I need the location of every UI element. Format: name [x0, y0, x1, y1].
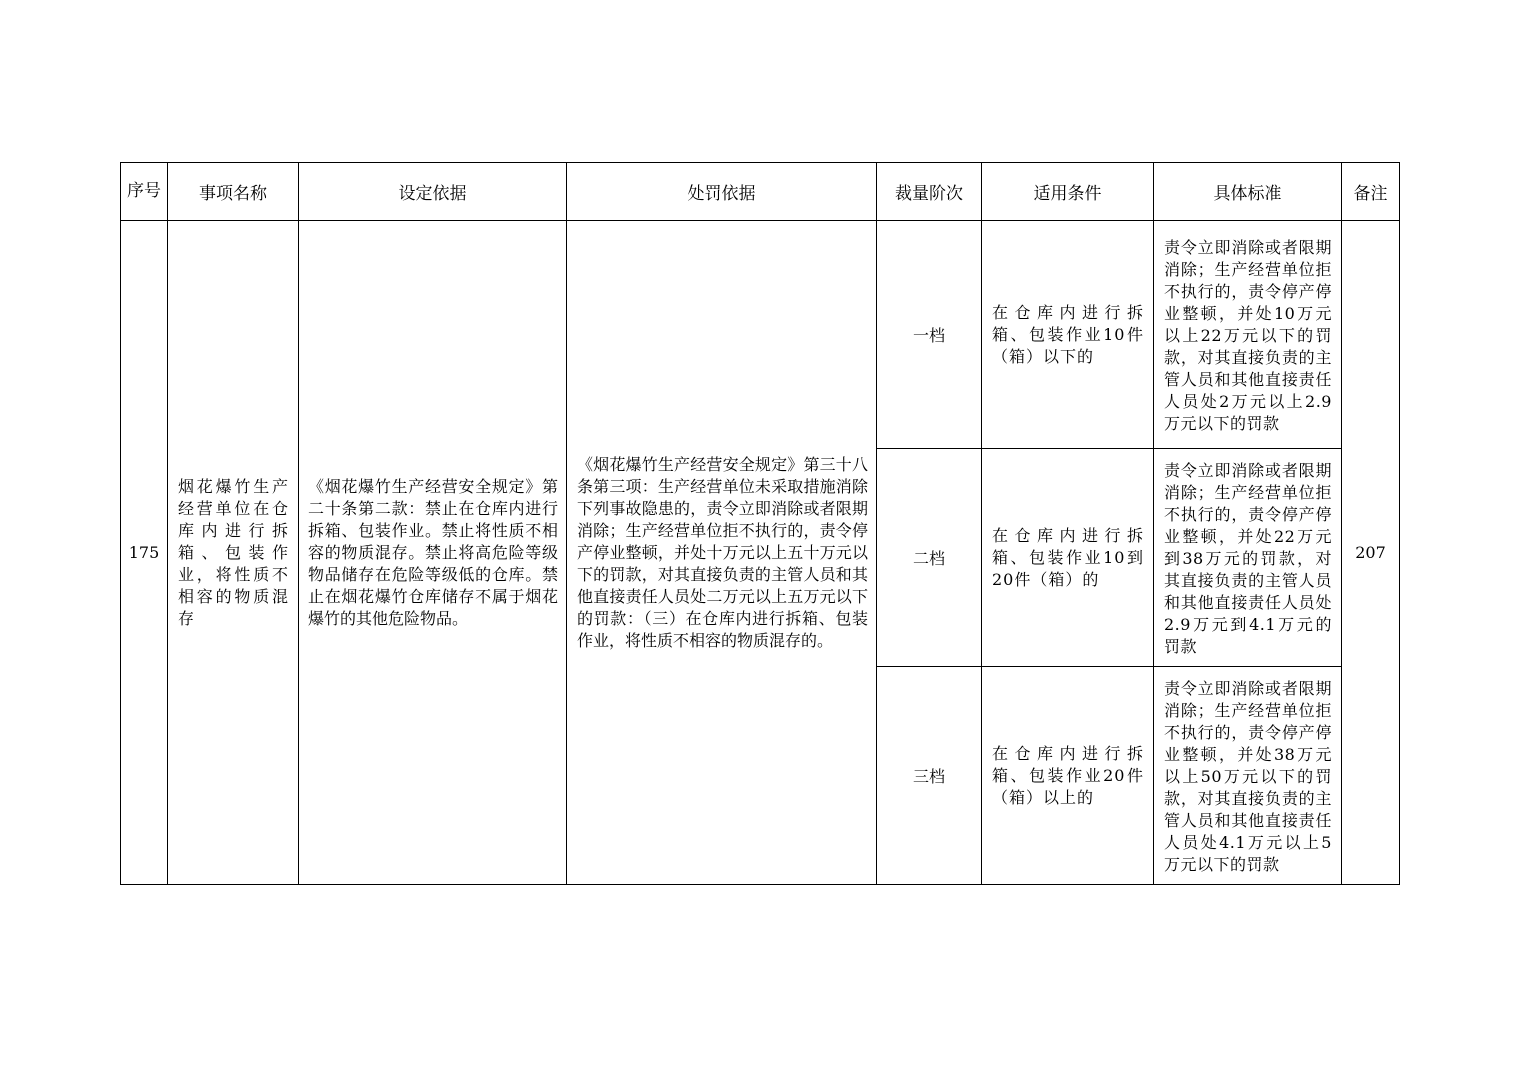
condition-text-2: 在仓库内进行拆箱、包装作业10到20件（箱）的 [992, 525, 1144, 589]
standard-cell-3 [1154, 667, 1342, 885]
level-cell-1: 一档 [877, 221, 982, 449]
standard-text-3: 责令立即消除或者限期消除；生产经营单位拒不执行的，责令停产停业整顿，并处38万元以上50万元以下的罚款，对其直接负责的主管人员和其他直接责任人员处4.1万元以上5万元以下的罚款 [1164, 679, 1332, 874]
header-seq: 序号 [121, 163, 168, 221]
header-penalty-basis: 处罚依据 [567, 163, 877, 221]
condition-cell-2 [982, 449, 1154, 667]
level-cell-3: 三档 [877, 667, 982, 885]
header-row [121, 163, 1400, 221]
item-name-text: 烟花爆竹生产经营单位在仓库内进行拆箱、包装作业，将性质不相容的物质混存 [178, 476, 290, 628]
level-cell-2: 二档 [877, 449, 982, 667]
seq-cell: 175 [121, 221, 168, 885]
header-set-basis: 设定依据 [299, 163, 567, 221]
condition-text-3: 在仓库内进行拆箱、包装作业20件（箱）以上的 [992, 743, 1144, 807]
set-basis-cell [299, 221, 567, 885]
condition-cell-1 [982, 221, 1154, 449]
penalty-discretion-table [120, 162, 1400, 885]
header-item-name: 事项名称 [168, 163, 299, 221]
header-conditions: 适用条件 [982, 163, 1154, 221]
penalty-basis-cell [567, 221, 877, 885]
condition-text-1: 在仓库内进行拆箱、包装作业10件（箱）以下的 [992, 302, 1144, 366]
item-name-cell [168, 221, 299, 885]
set-basis-text: 《烟花爆竹生产经营安全规定》第二十条第二款：禁止在仓库内进行拆箱、包装作业。禁止将性质不相容的物质混存。禁止将高危险等级物品储存在危险等级低的仓库。禁止在烟花爆竹仓库储存不属于烟花爆竹的其他危险物品。 [308, 476, 558, 628]
condition-cell-3 [982, 667, 1154, 885]
header-standard: 具体标准 [1154, 163, 1342, 221]
standard-cell-2 [1154, 449, 1342, 667]
standard-text-2: 责令立即消除或者限期消除；生产经营单位拒不执行的，责令停产停业整顿，并处22万元到38万元的罚款，对其直接负责的主管人员和其他直接责任人员处2.9万元到4.1万元的罚款 [1164, 461, 1332, 656]
remark-cell: 207 [1342, 221, 1400, 885]
standard-cell-1 [1154, 221, 1342, 449]
table-row [121, 221, 1400, 449]
standard-text-1: 责令立即消除或者限期消除；生产经营单位拒不执行的，责令停产停业整顿，并处10万元以上22万元以下的罚款，对其直接负责的主管人员和其他直接责任人员处2万元以上2.9万元以下的罚款 [1164, 238, 1332, 433]
penalty-basis-text: 《烟花爆竹生产经营安全规定》第三十八条第三项：生产经营单位未采取措施消除下列事故隐患的，责令立即消除或者限期消除；生产经营单位拒不执行的，责令停产停业整顿，并处十万元以上五十万元以下的罚款，对其直接负责的主管人员和其他直接责任人员处二万元以上五万元以下的罚款：（三）在仓库内进行拆箱、包装作业，将性质不相容的物质混存的。 [577, 454, 868, 650]
header-remark: 备注 [1342, 163, 1400, 221]
header-discretion-level: 裁量阶次 [877, 163, 982, 221]
